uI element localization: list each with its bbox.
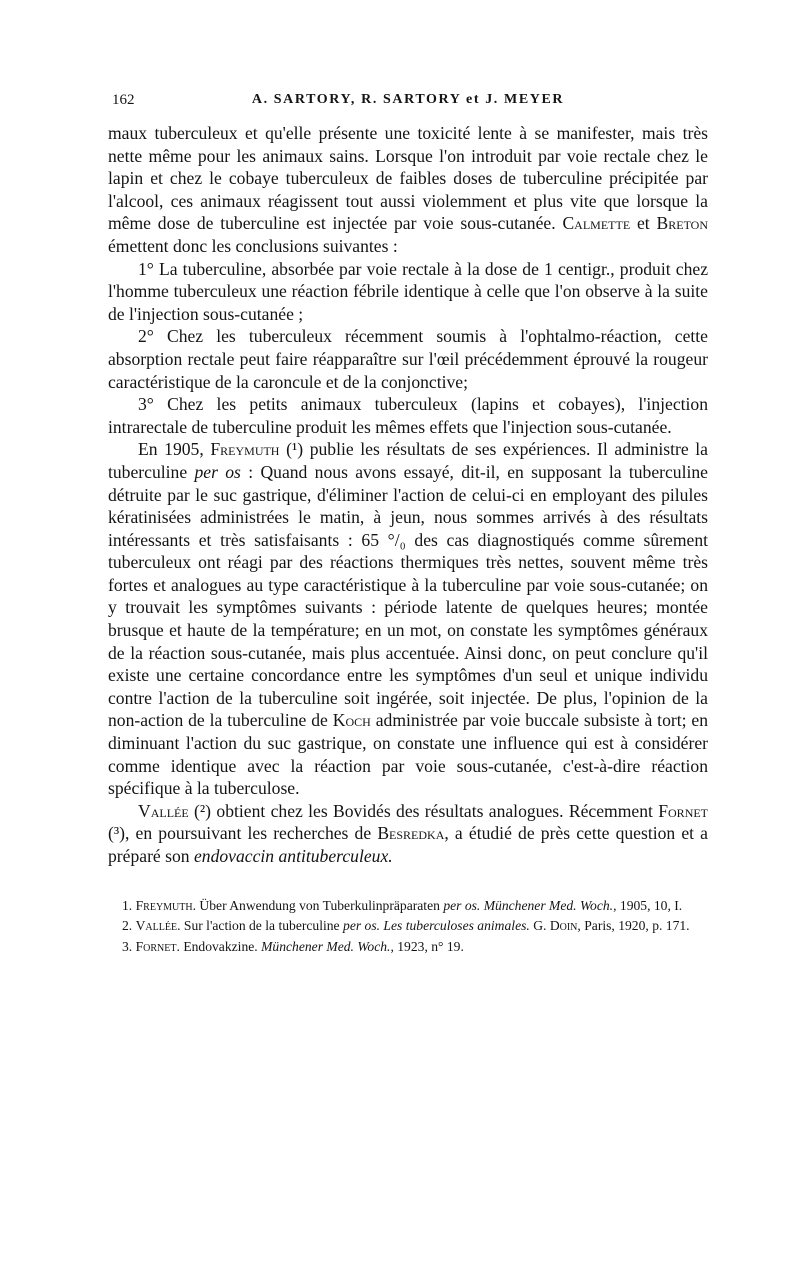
paragraph-vallee: Vallée (²) obtient chez les Bovidés des résultats analogues. Récemment Fornet (³), en poursuivant les recherches de Besredka, a étudié de près cette question et a préparé son endovaccin antituberculeux. (108, 800, 709, 866)
paragraph-freymuth: En 1905, Freymuth (¹) publie les résultats de ses expériences. Il administre la tuberculine per os : Quand nous avons essayé, dit-il, en supposant la tuberculine détruite par le suc gastrique, d'éliminer l'action de celui-ci en employant des pilules kératinisées administrées le matin, à jeun, nous sommes arrivés à des résultats intéressants et très satisfaisants : 65 °/₀ des cas diagnostiqués comme sûrement tuberculeux ont réagi par des réactions thermiques très nettes, souvent même très fortes et analogues au type caractéristique à la tuberculine par voie sous-cutanée; on y trouvait les symptômes suivants : période latente de quelques heures; montée brusque et haute de la température; en un mot, on constate les symptômes généraux de la réaction sous-cutanée, mais plus accentuée. Ainsi donc, on peut conclure qu'il existe une certaine concordance entre les symptômes d'un seul et unique individu contre l'action de la tuberculine soit ingérée, soit injectée. De plus, l'opinion de la non-action de la tuberculine de Koch administrée par voie buccale subsiste à tort; en diminuant l'action du suc gastrique, on constate une influence qui est à considérer comme identique avec la réaction par voie sous-cutanée, c'est-à-dire réaction spécifique à la tuberculose. (108, 439, 709, 799)
author-calmette: Calmette (562, 213, 631, 234)
per-os-italic: per os (194, 461, 241, 482)
footnote-1: 1. Freymuth. Über Anwendung von Tuberkulinpräparaten per os. Münchener Med. Woch., 1905, 10, I. (122, 897, 683, 913)
conclusion-item-3: 3° Chez les petits animaux tuberculeux (lapins et cobayes), l'injection intrarectale de tuberculine produit les mêmes effets que l'injection sous-cutanée. (108, 394, 708, 437)
page-number: 162 (112, 92, 135, 108)
author-koch: Koch (332, 710, 371, 731)
footnotes (108, 896, 708, 958)
author-freymuth: Freymuth (210, 439, 280, 460)
footnote-3: 3. Fornet. Endovakzine. Münchener Med. Woch., 1923, n° 19. (122, 938, 464, 954)
endovaccin-italic: endovaccin antituberculeux. (193, 846, 393, 866)
footnote-ref-2: (²) (194, 800, 212, 821)
conclusion-item-2: 2° Chez les tuberculeux récemment soumis à l'ophtalmo-réaction, cette absorption rectale peut faire réapparaître sur l'œil précédemment éprouvé la rougeur caractéristique de la caroncule et de la conjonctive; (108, 326, 708, 392)
footnote-ref-1: (¹) (286, 439, 304, 460)
author-breton: Breton (656, 213, 709, 234)
footnote-2: 2. Vallée. Sur l'action de la tuberculine per os. Les tuberculoses animales. G. Doin, Paris, 1920, p. 171. (122, 918, 690, 934)
author-fornet: Fornet (658, 800, 709, 821)
author-besredka: Besredka (377, 823, 445, 844)
footnote-ref-3: (³) (108, 823, 125, 844)
author-vallee: Vallée (138, 800, 189, 821)
conclusion-item-1: 1° La tuberculine, absorbée par voie rectale à la dose de 1 centigr., produit chez l'homme tuberculeux une réaction fébrile identique à celle que l'on observe à la suite de l'injection sous-cutanée ; (108, 258, 708, 324)
running-head (108, 92, 708, 114)
document-page (108, 92, 708, 957)
body-text (108, 122, 708, 868)
paragraph-1: maux tuberculeux et qu'elle présente une toxicité lente à se manifester, mais très nette même pour les animaux sains. Lorsque l'on introduit par voie rectale chez le lapin et chez le cobaye tuberculeux de faibles doses de tuberculine précipitée par l'alcool, ces animaux réagissent tout aussi violemment et plus vite que lorsque la même dose de tuberculine est injectée par voie sous-cutanée. Calmette et Breton émettent donc les conclusions suivantes : (108, 123, 709, 256)
running-title: A. SARTORY, R. SARTORY et J. MEYER (251, 92, 565, 107)
